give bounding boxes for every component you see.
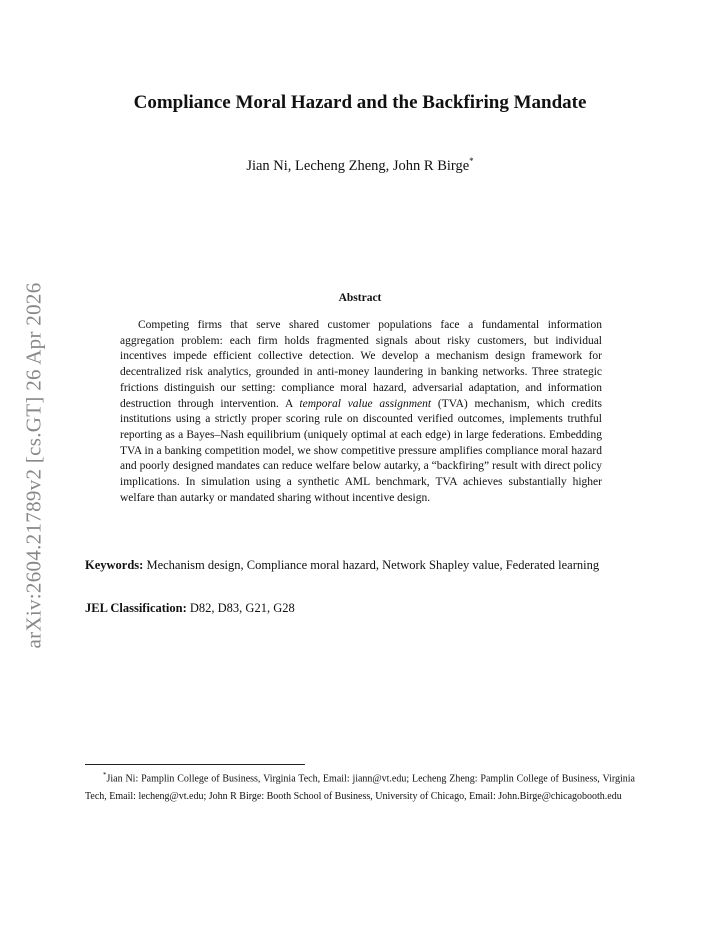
arxiv-identifier-text: arXiv:2604.21789v2 [cs.GT] 26 Apr 2026 <box>21 281 46 649</box>
footnote-divider <box>85 764 305 765</box>
abstract-text <box>120 318 602 506</box>
footnote-text: Jian Ni: Pamplin College of Business, Virginia Tech, Email: jiann@vt.edu; Lecheng Zheng: Pamplin College of Business, Virginia Tech, Email: lecheng@vt.edu; John R Birge: Booth School of Business, University of Chicago, Email: John.Birge@chicagobooth.edu <box>85 773 635 802</box>
arxiv-identifier <box>14 258 54 672</box>
authors: Jian Ni, Lecheng Zheng, John R Birge <box>246 157 470 174</box>
keywords-label: Keywords: <box>85 558 144 572</box>
authors-line <box>60 156 660 175</box>
abstract-part-1: Competing firms that serve shared customer populations face a fundamental information aggregation problem: each firm holds fragmented signals about risky customers, but individual incentives impede efficient collective detection. We develop a mechanism design framework for decentralized risk analytics, grounded in anti-money laundering in banking networks. Three strategic frictions distinguish our setting: compliance moral hazard, adversarial adaptation, and information destruction through intervention. A <box>120 319 602 410</box>
jel-codes: D82, D83, G21, G28 <box>189 601 295 615</box>
footnote <box>85 767 635 805</box>
keywords-text: Mechanism design, Compliance moral hazard, Network Shapley value, Federated learning <box>146 558 600 572</box>
abstract-emphasis: temporal value assignment <box>299 397 432 410</box>
footnote-mark: * <box>103 771 107 779</box>
paper-title: Compliance Moral Hazard and the Backfiring Mandate <box>133 92 587 113</box>
keywords <box>85 557 635 574</box>
jel-classification <box>85 600 635 617</box>
author-footnote-mark: * <box>469 156 474 166</box>
abstract-part-2: (TVA) mechanism, which credits institutions using a strictly proper scoring rule on discounted verified outcomes, implements truthful reporting as a Bayes–Nash equilibrium (uniquely optimal at each edge) in large federations. Embedding TVA in a banking competition model, we show competitive pressure amplifies compliance moral hazard and poorly designed mandates can reduce welfare below autarky, a “backfiring” result with direct policy implications. In simulation using a synthetic AML benchmark, TVA achieves substantially higher welfare than autarky or mandated sharing without incentive design. <box>120 397 602 504</box>
abstract-heading: Abstract <box>338 292 382 304</box>
jel-label: JEL Classification: <box>85 601 187 615</box>
